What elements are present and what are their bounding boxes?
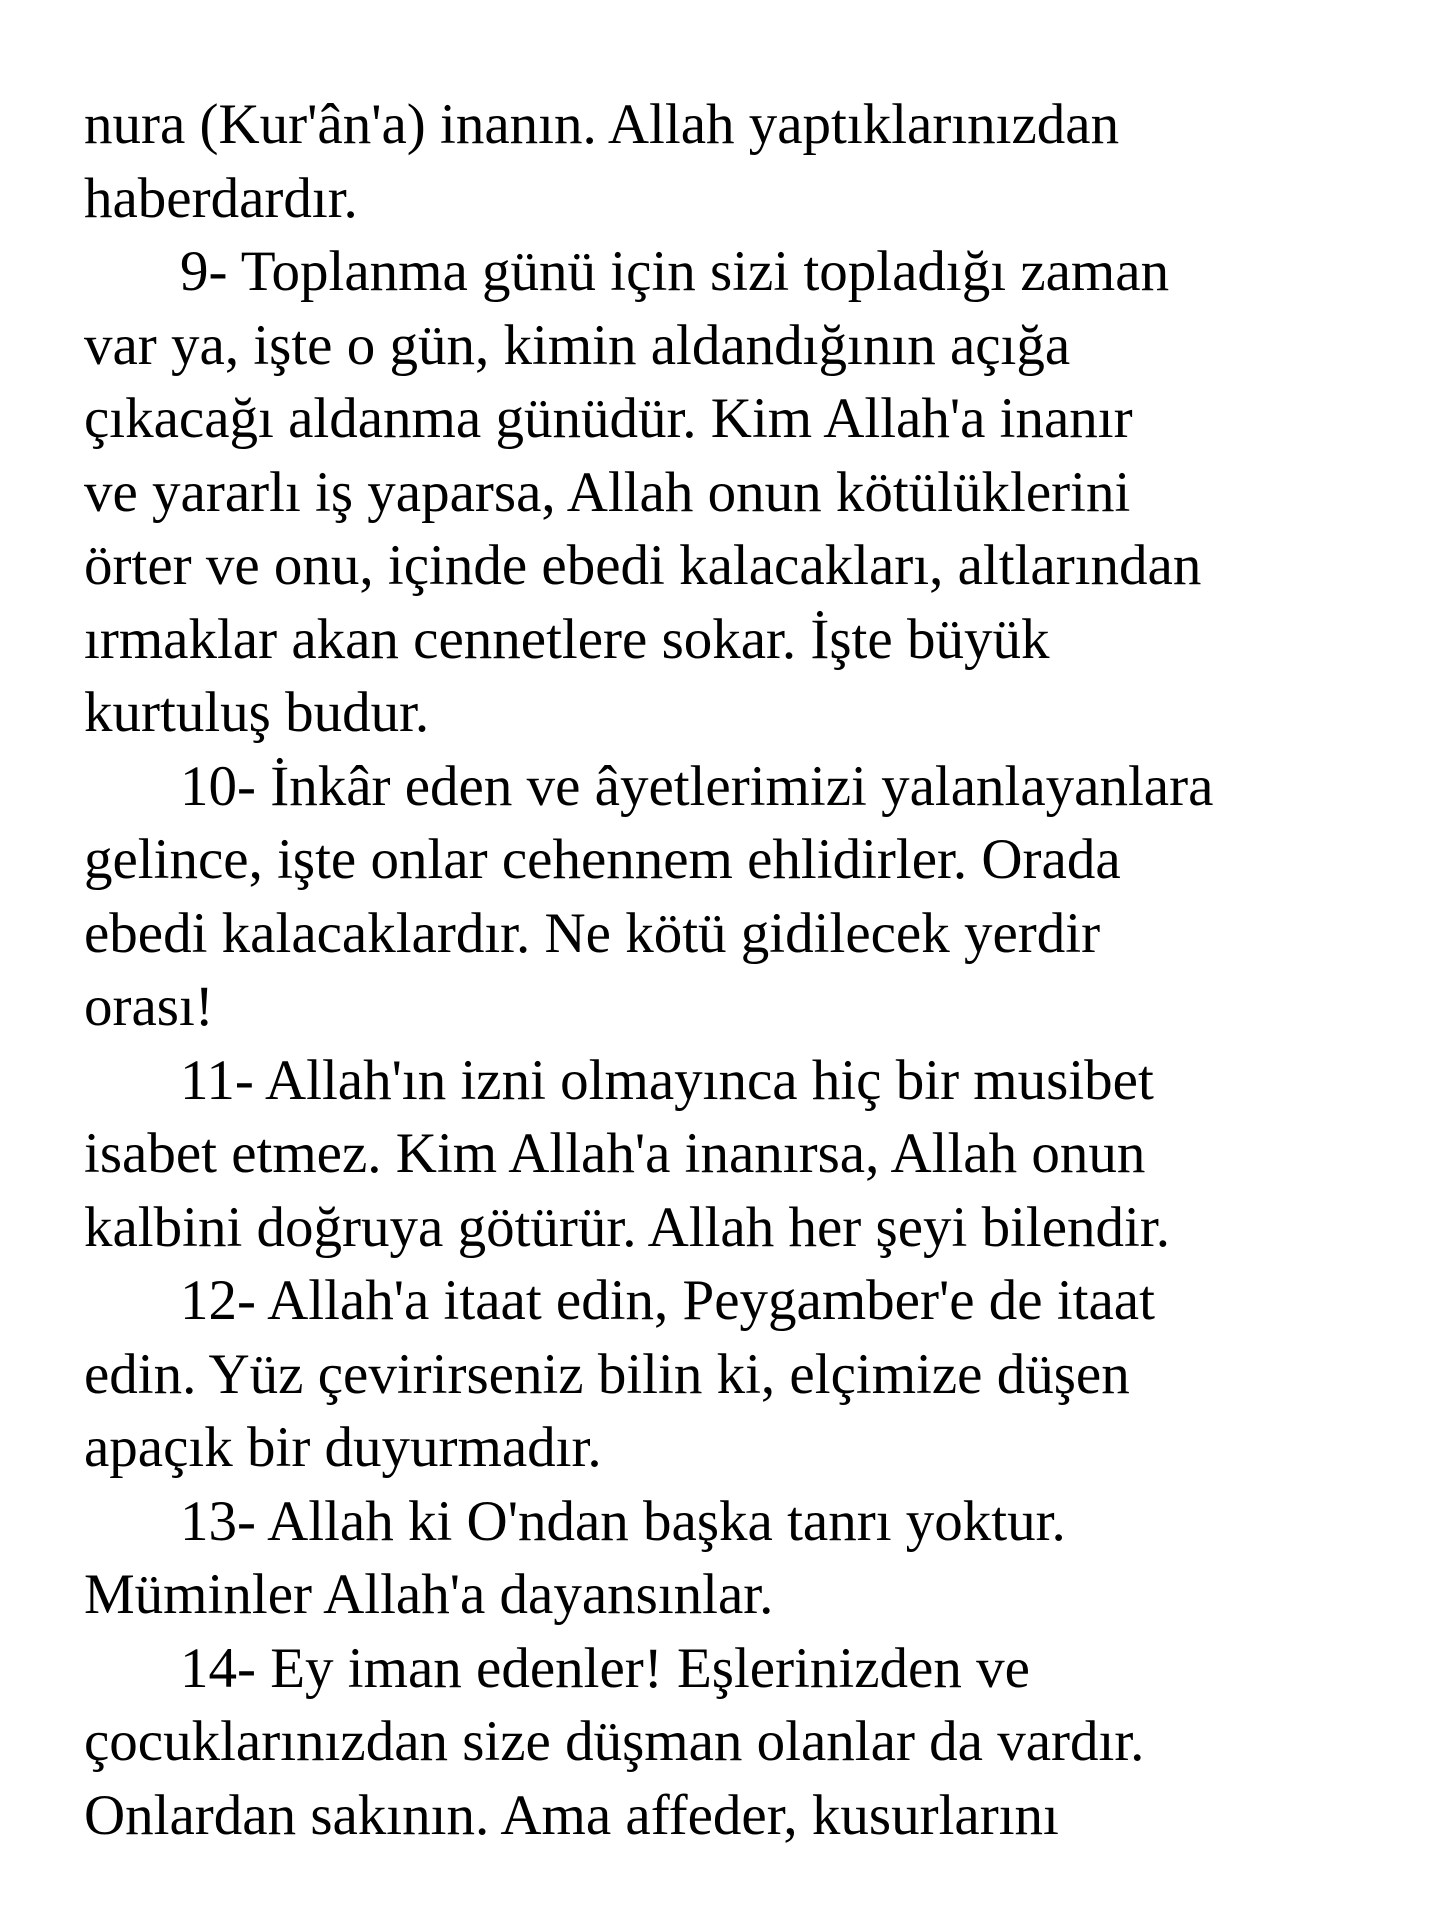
- verse-start-line: 11- Allah'ın izni olmayınca hiç bir musibet: [180, 1048, 1154, 1112]
- verse-start-line: 9- Toplanma günü için sizi topladığı zaman: [180, 240, 1170, 303]
- verse-start-line: 13- Allah ki O'ndan başka tanrı yoktur.: [180, 1489, 1066, 1553]
- text-line: ırmaklar akan cennetlere sokar. İşte büyük: [84, 607, 1050, 671]
- text-line: örter ve onu, içinde ebedi kalacakları, altlarından: [84, 534, 1202, 597]
- text-line: Müminler Allah'a dayansınlar.: [84, 1563, 774, 1626]
- text-line: apaçık bir duyurmadır.: [84, 1416, 602, 1479]
- text-line: haberdardır.: [84, 166, 358, 230]
- text-line: çıkacağı aldanma günüdür. Kim Allah'a inanır: [84, 387, 1133, 450]
- text-line: isabet etmez. Kim Allah'a inanırsa, Allah onun: [84, 1122, 1146, 1185]
- text-line: kalbini doğruya götürür. Allah her şeyi bilendir.: [84, 1195, 1170, 1259]
- verse-start-line: 12- Allah'a itaat edin, Peygamber'e de itaat: [180, 1269, 1155, 1332]
- text-line: ve yararlı iş yaparsa, Allah onun kötülüklerini: [84, 460, 1131, 524]
- text-line: ebedi kalacaklardır. Ne kötü gidilecek yerdir: [84, 901, 1101, 965]
- text-line: Onlardan sakının. Ama affeder, kusurlarını: [84, 1783, 1059, 1847]
- verse-start-line: 14- Ey iman edenler! Eşlerinizden ve: [180, 1636, 1030, 1700]
- verse-start-line: 10- İnkâr eden ve âyetlerimizi yalanlayanlara: [180, 754, 1214, 818]
- text-line: var ya, işte o gün, kimin aldandığının açığa: [84, 313, 1071, 377]
- text-line: kurtuluş budur.: [84, 681, 430, 744]
- text-line: orası!: [84, 975, 214, 1038]
- text-line: nura (Kur'ân'a) inanın. Allah yaptıklarınızdan: [84, 93, 1120, 156]
- text-line: edin. Yüz çevirirseniz bilin ki, elçimize düşen: [84, 1342, 1130, 1406]
- text-line: gelince, işte onlar cehennem ehlidirler. Orada: [84, 828, 1121, 891]
- document-page: [84, 88, 1404, 1852]
- text-line: çocuklarınızdan size düşman olanlar da vardır.: [84, 1710, 1145, 1773]
